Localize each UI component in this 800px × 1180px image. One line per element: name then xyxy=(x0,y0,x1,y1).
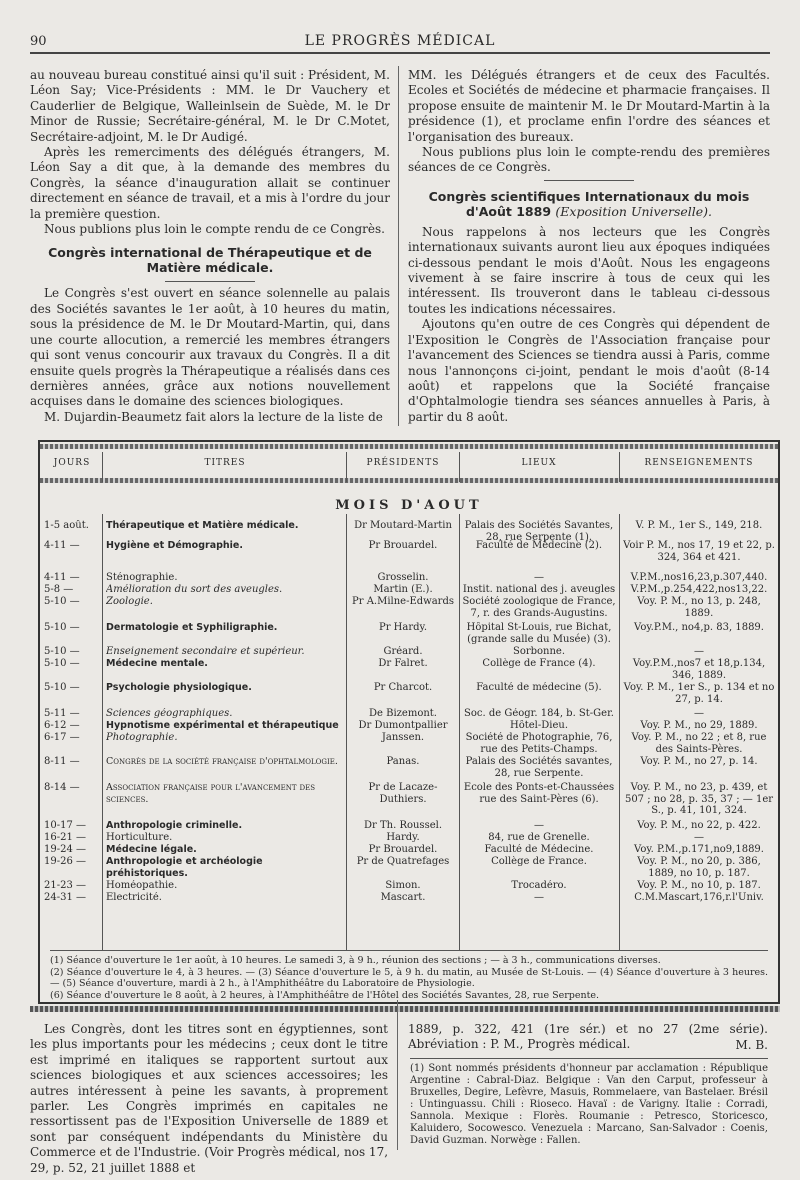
divider xyxy=(165,281,255,282)
border-band xyxy=(30,1006,780,1012)
cell-title: Enseignement secondaire et supérieur. xyxy=(106,646,305,657)
divider xyxy=(544,180,634,181)
column-rule xyxy=(346,514,347,950)
border-band xyxy=(40,444,778,449)
cell-title: Psychologie physiologique. xyxy=(106,682,252,693)
cell-place: Faculté de médecine (5). xyxy=(476,682,602,693)
paragraph: Après les remerciments des délégués étrangers, M. Léon Say a dit que, à la demande des membres du Congrès, la séance d'inauguration allait se continuer directement en séance de travail, et a mis à l'ordre du jour la première question. xyxy=(30,145,390,221)
cell-place: 84, rue de Grenelle. xyxy=(488,832,590,843)
cell-title: Dermatologie et Syphiligraphie. xyxy=(106,622,278,633)
cell-president: Dr Dumontpallier xyxy=(358,720,448,731)
left-column xyxy=(30,68,390,425)
cell-info: — xyxy=(694,832,704,843)
header-presidents: PRÉSIDENTS xyxy=(366,458,440,468)
column-rule xyxy=(459,514,460,950)
cell-info: Voy. P. M., 1er S., p. 134 et no 27, p. 14. xyxy=(623,682,775,705)
cell-place: Hôpital St-Louis, rue Bichat, (grande salle du Musée) (3). xyxy=(466,622,612,645)
table-note: (6) Séance d'ouverture le 8 août, à 2 heures, à l'Amphithéâtre de l'Hôtel des Sociétés Savantes, 28, rue Serpente. xyxy=(50,989,600,1001)
header-jours: JOURS xyxy=(53,458,91,468)
cell-place: Trocadéro. xyxy=(511,880,567,891)
cell-president: Dr Moutard-Martin xyxy=(354,520,452,531)
header-renseignements: RENSEIGNEMENTS xyxy=(644,458,754,468)
column-rule xyxy=(619,452,620,482)
cell-president: Mascart. xyxy=(380,892,426,903)
paragraph: Ajoutons qu'en outre de ces Congrès qui dépendent de l'Exposition le Congrès de l'Association française pour l'avancement des Sciences se tiendra aussi à Paris, comme nous l'annonçons ci-joint, pendant le mois d'août (8-14 août) et rappelons que la Société française d'Ophtalmologie tiendra ses séances annuelles à Paris, à partir du 8 août. xyxy=(408,317,770,424)
cell-days: 1-5 août. xyxy=(44,520,89,531)
page-header xyxy=(30,30,770,54)
cell-info: Voy. P. M., no 10, p. 187. xyxy=(637,880,761,891)
cell-days: 5-10 — xyxy=(44,646,80,657)
cell-info: — xyxy=(694,646,704,657)
column-rule xyxy=(459,452,460,482)
cell-president: Grosselin. xyxy=(377,572,429,583)
cell-president: Simon. xyxy=(385,880,421,891)
cell-days: 5-11 — xyxy=(44,708,80,719)
column-separator xyxy=(398,66,399,426)
cell-president: Panas. xyxy=(386,756,420,767)
cell-title: Hypnotisme expérimental et thérapeutique xyxy=(106,720,339,731)
cell-place: Faculté de Médecine (2). xyxy=(475,540,603,551)
cell-info: V.P.M.,p.254,422,nos13,22. xyxy=(630,584,768,595)
cell-info: Voy. P. M., no 20, p. 386, 1889, no 10, p. 187. xyxy=(637,856,761,879)
cell-president: Dr Th. Roussel. xyxy=(364,820,442,831)
cell-president: Pr Brouardel. xyxy=(368,540,438,551)
cell-days: 19-26 — xyxy=(44,856,87,867)
cell-info: — xyxy=(694,708,704,719)
cell-info: Voy. P.M.,p.171,no9,1889. xyxy=(634,844,764,855)
cell-title: Photographie. xyxy=(106,732,178,743)
cell-title: Congrès de la société française d'ophtalmologie. xyxy=(106,756,338,767)
header-titres: TITRES xyxy=(204,458,246,468)
section-title xyxy=(408,189,770,219)
cell-title: Zoologie. xyxy=(106,596,153,607)
cell-title: Sténographie. xyxy=(106,572,178,583)
column-rule xyxy=(346,452,347,482)
cell-days: 8-11 — xyxy=(44,756,80,767)
cell-president: Pr Hardy. xyxy=(378,622,428,633)
cell-info: V. P. M., 1er S., 149, 218. xyxy=(635,520,763,531)
cell-place: Faculté de Médecine. xyxy=(484,844,594,855)
cell-days: 5-10 — xyxy=(44,596,80,607)
cell-title: Médecine légale. xyxy=(106,844,197,855)
header-lieux: LIEUX xyxy=(521,458,557,468)
cell-title: Thérapeutique et Matière médicale. xyxy=(106,520,299,531)
congress-table xyxy=(38,440,780,1004)
cell-days: 5-10 — xyxy=(44,682,80,693)
cell-days: 19-24 — xyxy=(44,844,87,855)
footnote: (1) Sont nommés présidents d'honneur par acclamation : République Argentine : Cabral-Diaz. Belgique : Van den Carput, professeur à Bruxelles, Degire, Lefèvre, Masuis, Rommelaere, van Bastelaer. Brésil : Untinguassu. Chili : Rioseco. Havaï : de Varigny. Italie : Corradi, Sannola. Mexique : Florès. Roumanie : Petresco, Storicesco, Kaluidero, Socowesco. Venezuela : Marcano, San-Salvador : Coenis, David Guzman. Norwège : Fallen. xyxy=(410,1058,768,1147)
cell-title: Anthropologie et archéologie préhistoriques. xyxy=(106,856,263,879)
page-number: 90 xyxy=(30,34,47,49)
paragraph: 1889, p. 322, 421 (1re sér.) et no 27 (2me série). Abréviation : P. M., Progrès médical. xyxy=(408,1022,768,1052)
paragraph: MM. les Délégués étrangers et de ceux des Facultés. Ecoles et Sociétés de médecine et pharmacie françaises. Il propose ensuite de maintenir M. le Dr Moutard-Martin à la présidence (1), et proclame enfin l'ordre des séances et l'organisation des bureaux. xyxy=(408,68,770,144)
cell-place: Instit. national des j. aveugles xyxy=(462,584,616,595)
cell-days: 5-10 — xyxy=(44,658,80,669)
cell-place: Collège de France (4). xyxy=(482,658,596,669)
table-note: (2) Séance d'ouverture le 4, à 3 heures. — (3) Séance d'ouverture le 5, à 9 h. du matin, au Musée de St-Louis. — (4) Séance d'ouverture à 3 heures. — (5) Séance d'ouverture, mardi à 2 h., à l'Amphithéâtre du Laboratoire de Physiologie. xyxy=(50,966,768,989)
cell-days: 5-8 — xyxy=(44,584,74,595)
cell-president: De Bizemont. xyxy=(369,708,437,719)
paragraph: Nous publions plus loin le compte-rendu des premières séances de ce Congrès. xyxy=(408,145,770,175)
cell-place: — xyxy=(534,572,544,583)
cell-info: C.M.Mascart,176,r.l'Univ. xyxy=(634,892,764,903)
cell-president: Janssen. xyxy=(381,732,425,743)
cell-days: 5-10 — xyxy=(44,622,80,633)
paragraph: Nous publions plus loin le compte rendu de ce Congrès. xyxy=(44,222,385,237)
section-title: Congrès international de Thérapeutique et de Matière médicale. xyxy=(48,245,372,276)
cell-days: 16-21 — xyxy=(44,832,87,843)
cell-days: 21-23 — xyxy=(44,880,87,891)
cell-place: Sorbonne. xyxy=(512,646,566,657)
section-title-text: Congrès scientifiques Internationaux du mois d'Août 1889 xyxy=(428,188,750,219)
cell-place: Société zoologique de France, 7, r. des Grands-Augustins. xyxy=(462,596,616,619)
cell-info: Voy. P. M., no 29, 1889. xyxy=(640,720,758,731)
cell-president: Pr Charcot. xyxy=(373,682,433,693)
column-rule xyxy=(102,452,103,482)
month-title: MOIS D'AOUT xyxy=(335,498,483,513)
cell-place: Hôtel-Dieu. xyxy=(509,720,568,731)
cell-title: Sciences géographiques. xyxy=(106,708,233,719)
cell-info: Voy. P. M., no 27, p. 14. xyxy=(640,756,758,767)
cell-president: Dr Falret. xyxy=(378,658,428,669)
paragraph: Nous rappelons à nos lecteurs que les Congrès internationaux suivants auront lieu aux époques indiquées ci-dessous pendant le mois d'Août. Nous les engageons vivement à se faire inscrire à tous de ceux qui les intéressent. Ils trouveront dans le tableau ci-dessous toutes les indications nécessaires. xyxy=(408,224,770,316)
cell-info: Voy. P. M., no 13, p. 248, 1889. xyxy=(637,596,761,619)
cell-days: 8-14 — xyxy=(44,782,80,793)
column-rule xyxy=(102,514,103,950)
cell-president: Hardy. xyxy=(386,832,420,843)
paragraph: au nouveau bureau constitué ainsi qu'il suit : Président, M. Léon Say; Vice-Présidents : MM. le Dr Vauchery et Cauderlier de Belgique, Walleinlsein de Suède, M. le Dr Minor de Russie; Secrétaire-général, M. le Dr C.Motet, Secrétaire-adjoint, M. le Dr Audigé. xyxy=(30,68,390,144)
border-band xyxy=(40,478,778,483)
cell-president: Gréard. xyxy=(383,646,423,657)
paragraph: Le Congrès s'est ouvert en séance solennelle au palais des Sociétés savantes le 1er août, à 10 heures du matin, sous la présidence de M. le Dr Moutard-Martin, qui, dans une courte allocution, a remercié les membres étrangers qui sont venus concourir aux travaux du Congrès. Il a dit ensuite quels progrès la Thérapeutique a réalisés dans ces dernières années, grâce aux notions nouvellement acquises dans le domaine des sciences biologiques. xyxy=(30,286,390,409)
cell-place: Palais des Sociétés Savantes, 28, rue Serpente (1). xyxy=(464,520,614,543)
section-subtitle: (Exposition Universelle). xyxy=(555,203,713,219)
cell-title: Hygiène et Démographie. xyxy=(106,540,243,551)
table-notes xyxy=(50,950,768,1001)
cell-title: Horticulture. xyxy=(106,832,173,843)
cell-title: Amélioration du sort des aveugles. xyxy=(106,584,283,595)
cell-info: Voir P. M., nos 17, 19 et 22, p. 324, 364 et 421. xyxy=(623,540,775,563)
cell-info: Voy. P. M., no 23, p. 439, et 507 ; no 28, p. 35, 37 ; — 1er S., p. 41, 101, 324. xyxy=(624,782,774,816)
journal-title: LE PROGRÈS MÉDICAL xyxy=(304,33,496,49)
cell-days: 4-11 — xyxy=(44,572,80,583)
cell-days: 6-17 — xyxy=(44,732,80,743)
cell-days: 10-17 — xyxy=(44,820,87,831)
cell-info: Voy. P. M., no 22 ; et 8, rue des Saints-Pères. xyxy=(631,732,767,755)
cell-title: Médecine mentale. xyxy=(106,658,208,669)
cell-info: Voy.P.M., no4,p. 83, 1889. xyxy=(634,622,764,633)
cell-president: Pr Brouardel. xyxy=(368,844,438,855)
cell-place: Société de Photographie, 76, rue des Petits-Champs. xyxy=(465,732,613,755)
cell-title: Electricité. xyxy=(106,892,162,903)
column-rule xyxy=(619,514,620,950)
cell-place: Soc. de Géogr. 184, b. St-Ger. xyxy=(464,708,614,719)
table-note: (1) Séance d'ouverture le 1er août, à 10 heures. Le samedi 3, à 9 h., réunion des sections ; — à 3 h., communications diverses. xyxy=(50,955,661,966)
paragraph: Les Congrès, dont les titres sont en égyptiennes, sont les plus importants pour les médecins ; ceux dont le titre est imprimé en italiques se rapportent surtout aux sciences biologiques et aux sciences accessoires; les autres intéressent à peine les savants, à proprement parler. Les Congrès imprimés en capitales ne ressortissent pas de l'Exposition Universelle de 1889 et sont par conséquent indépendants du Ministère du Commerce et de l'Industrie. (Voir Progrès médical, nos 17, 29, p. 52, 21 juillet 1888 et xyxy=(30,1022,389,1175)
bottom-left-column xyxy=(30,1022,388,1176)
right-column xyxy=(408,68,770,425)
cell-days: 6-12 — xyxy=(44,720,80,731)
cell-president: Pr de Quatrefages xyxy=(356,856,450,867)
paragraph: M. Dujardin-Beaumetz fait alors la lecture de la liste de xyxy=(44,409,383,424)
column-separator xyxy=(397,1000,398,1150)
cell-info: Voy. P. M., no 22, p. 422. xyxy=(637,820,761,831)
cell-president: Pr A.Milne-Edwards xyxy=(352,596,454,607)
cell-title: Homéopathie. xyxy=(106,880,178,891)
cell-days: 24-31 — xyxy=(44,892,87,903)
cell-place: Collège de France. xyxy=(491,856,587,867)
cell-days: 4-11 — xyxy=(44,540,80,551)
cell-president: Pr de Lacaze-Duthiers. xyxy=(368,782,438,805)
cell-place: Ecole des Ponts-et-Chaussées rue des Saint-Pères (6). xyxy=(463,782,615,805)
cell-info: Voy.P.M.,nos7 et 18,p.134, 346, 1889. xyxy=(632,658,766,681)
cell-title: Anthropologie criminelle. xyxy=(106,820,243,831)
cell-title: Association française pour l'avancement des sciences. xyxy=(106,782,316,805)
bottom-right-column xyxy=(408,1022,768,1053)
cell-place: Palais des Sociétés savantes, 28, rue Serpente. xyxy=(465,756,613,779)
cell-place: — xyxy=(534,892,544,903)
signature: M. B. xyxy=(735,1037,768,1052)
cell-info: V.P.M.,nos16,23,p.307,440. xyxy=(630,572,768,583)
cell-president: Martin (E.). xyxy=(373,584,433,595)
cell-place: — xyxy=(534,820,544,831)
